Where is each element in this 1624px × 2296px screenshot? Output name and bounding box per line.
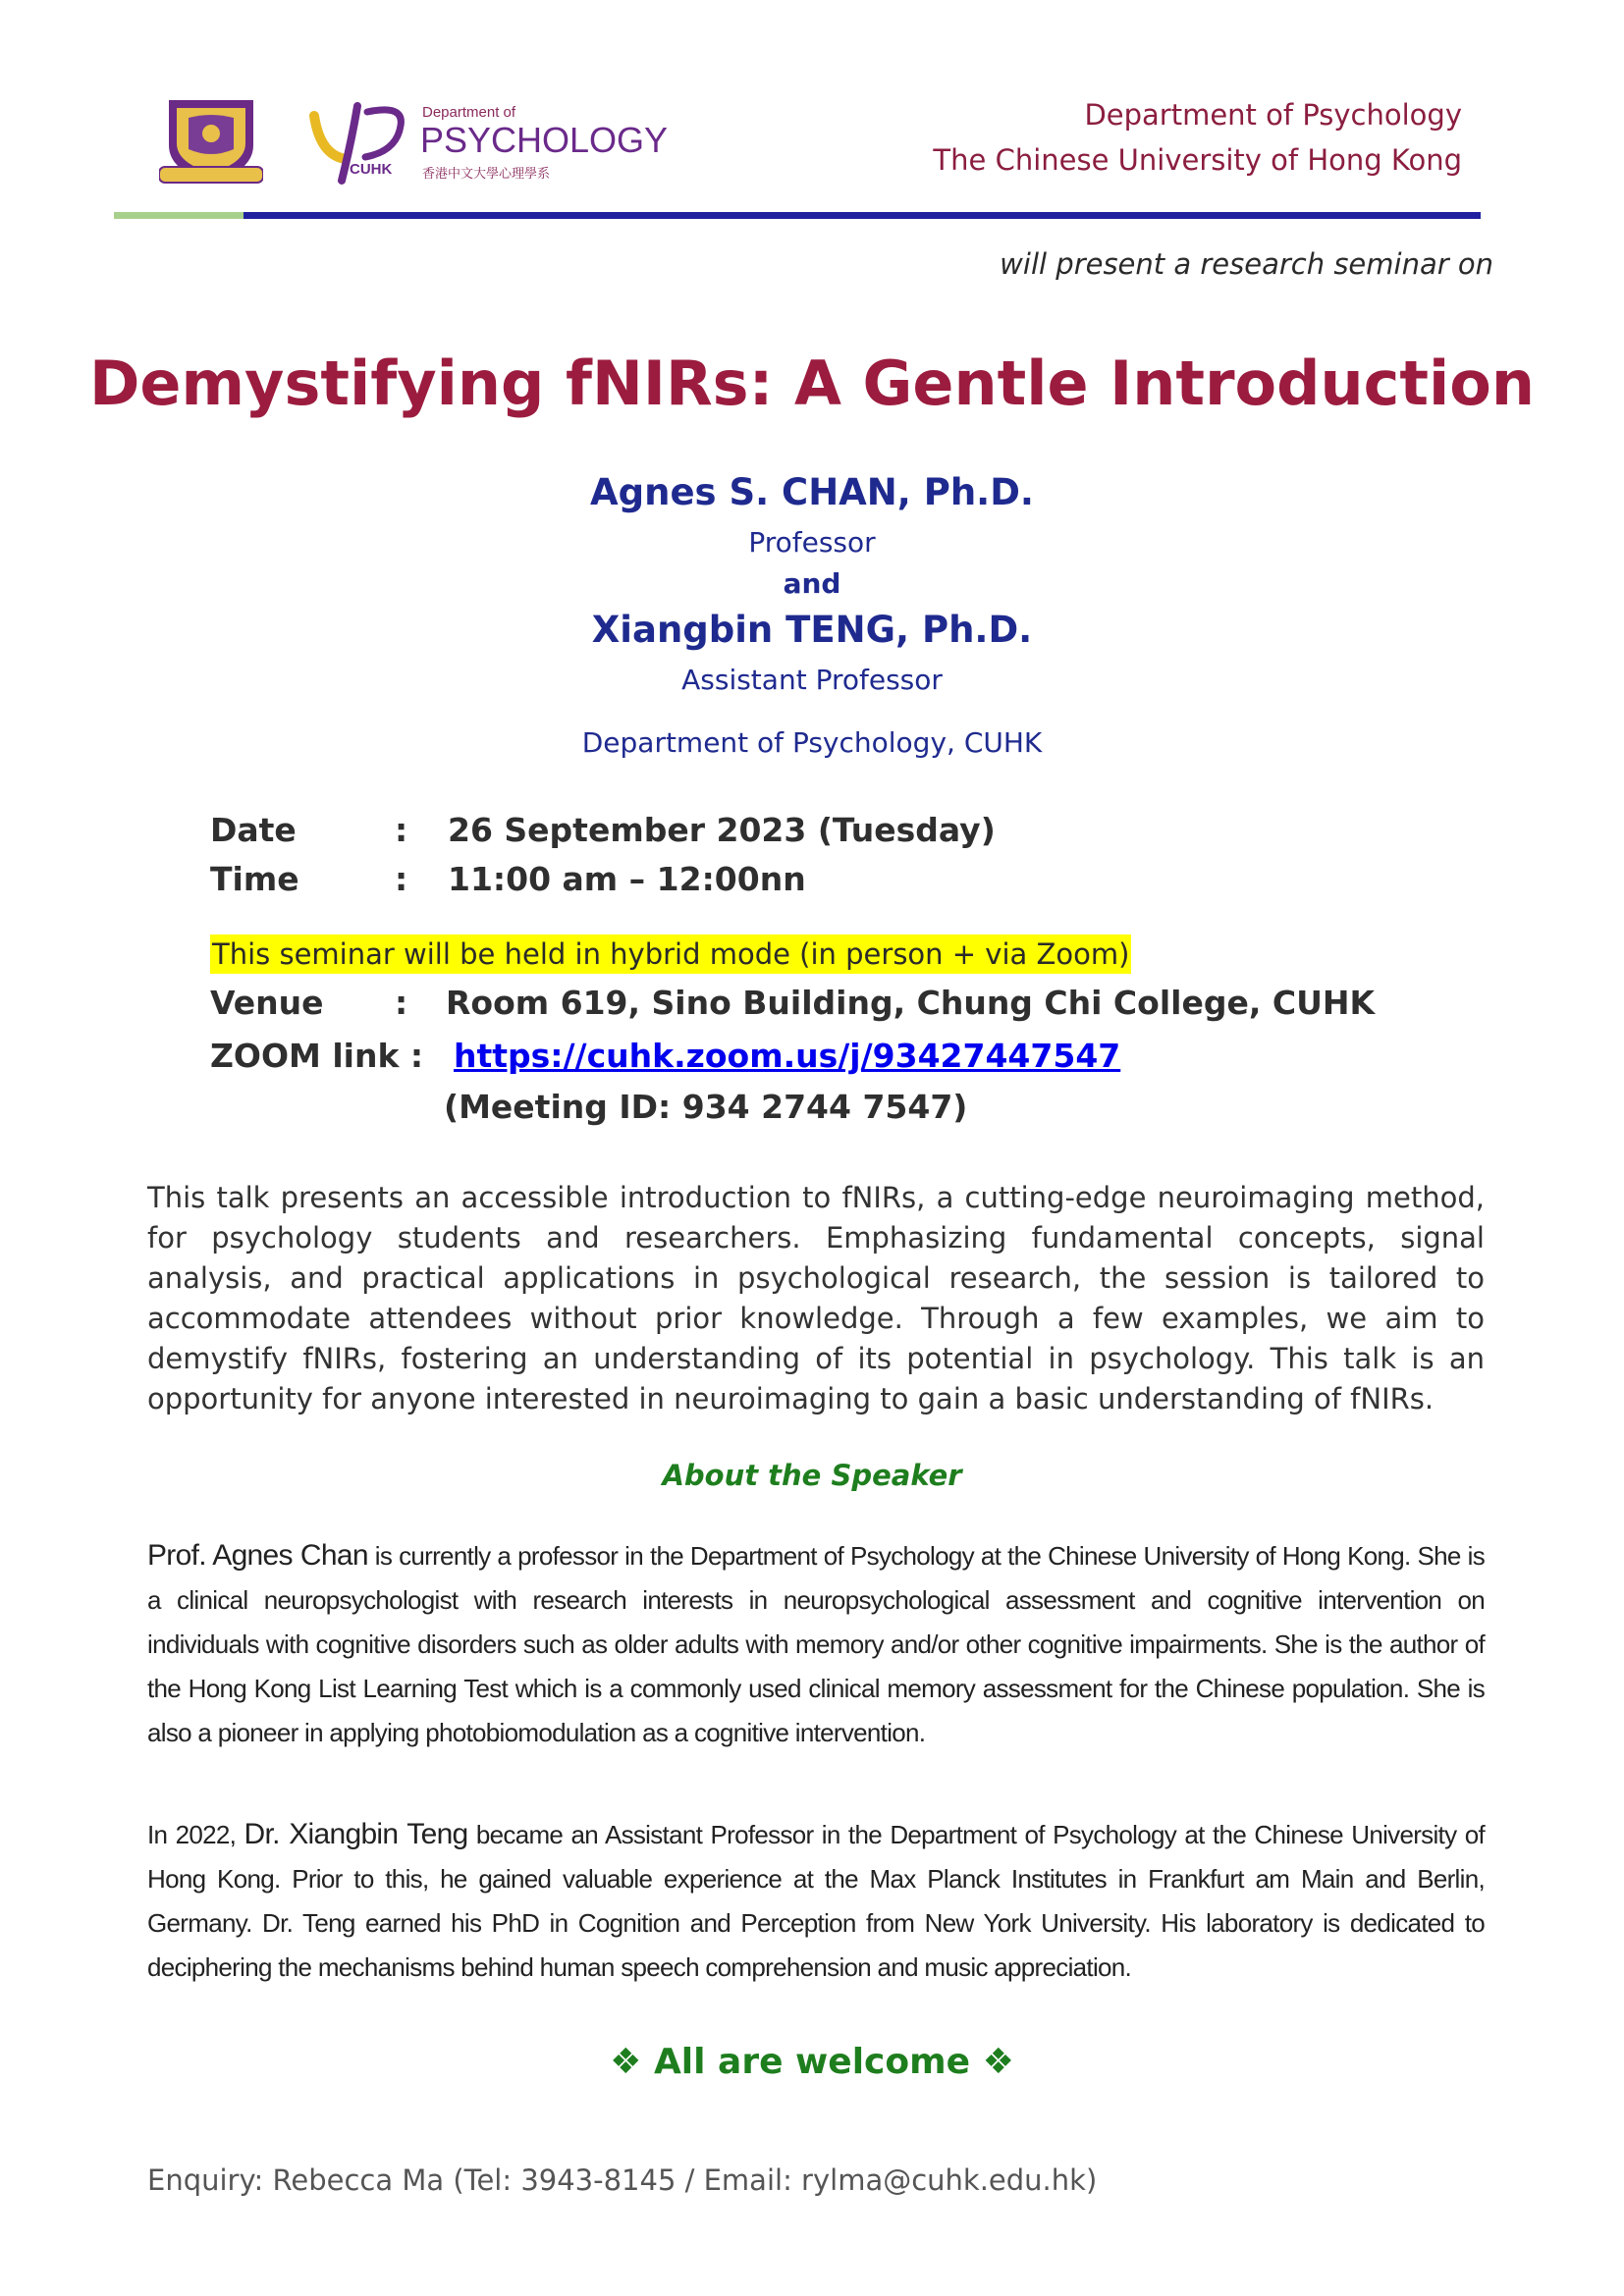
- date-colon: :: [395, 811, 408, 849]
- header-university-name: The Chinese University of Hong Kong: [933, 143, 1462, 177]
- zoom-link-label: ZOOM link :: [210, 1037, 424, 1075]
- seminar-title: Demystifying fNIRs: A Gentle Introduction: [88, 347, 1536, 419]
- time-colon: :: [395, 860, 408, 898]
- speaker-1-role: Professor: [748, 526, 876, 559]
- speaker-2-name: Xiangbin TENG, Ph.D.: [591, 609, 1033, 651]
- about-speaker-heading: About the Speaker: [662, 1459, 962, 1492]
- bio-2-name: Dr. Xiangbin Teng: [244, 1818, 468, 1850]
- logo-chinese-text: 香港中文大學心理學系: [422, 166, 551, 181]
- date-label: Date: [210, 811, 297, 849]
- all-welcome-line: ❖ All are welcome ❖: [610, 2042, 1014, 2082]
- logo-psychology-text: PSYCHOLOGY: [420, 120, 669, 160]
- bio-2-prefix: In 2022,: [147, 1820, 244, 1849]
- logo-cuhk-text: CUHK: [350, 161, 393, 178]
- venue-value: Room 619, Sino Building, Chung Chi College, CUHK: [446, 984, 1376, 1022]
- speaker-1-name: Agnes S. CHAN, Ph.D.: [590, 471, 1034, 513]
- seminar-intro-line: will present a research seminar on: [1000, 247, 1493, 281]
- venue-label: Venue: [210, 984, 324, 1022]
- header-rule-blue: [244, 212, 1481, 219]
- hybrid-mode-note: This seminar will be held in hybrid mode (in person + via Zoom): [210, 934, 1131, 974]
- header-dept-name: Department of Psychology: [1084, 98, 1462, 132]
- cuhk-crest-logo: [159, 94, 263, 188]
- time-label: Time: [210, 860, 299, 898]
- enquiry-contact: Enquiry: Rebecca Ma (Tel: 3943-8145 / Email: rylma@cuhk.edu.hk): [147, 2163, 1098, 2197]
- speaker-2-role: Assistant Professor: [681, 664, 943, 696]
- talk-abstract: This talk presents an accessible introduction to fNIRs, a cutting-edge neuroimaging method, for psychology students and researchers. Emphasizing fundamental concepts, signal analysis, and practical applications in psychological research, the session is tailored to accommodate attendees without prior knowledge. Through a few examples, we aim to demystify fNIRs, fostering an understanding of its potential in psychology. This talk is an opportunity for anyone interested in neuroimaging to gain a basic understanding of fNIRs.: [147, 1181, 1485, 1415]
- logo-dept-small-text: Department of: [422, 104, 516, 121]
- venue-colon: :: [395, 984, 408, 1022]
- speakers-and: and: [783, 567, 841, 600]
- header-rule-green: [114, 212, 244, 219]
- bio-agnes-chan: [147, 1533, 1485, 1755]
- zoom-link[interactable]: https://cuhk.zoom.us/j/93427447547: [454, 1037, 1121, 1075]
- speaker-affiliation: Department of Psychology, CUHK: [581, 726, 1043, 759]
- time-value: 11:00 am – 12:00nn: [448, 860, 806, 898]
- bio-1-text: is currently a professor in the Department of Psychology at the Chinese University of Hong Kong. She is a clinical neuropsychologist with research interests in neuropsychological assessment and cognitive intervention on individuals with cognitive disorders such as older adults with memory and/or other cognitive impairments. She is the author of the Hong Kong List Learning Test which is a commonly used clinical memory assessment for the Chinese population. She is also a pioneer in applying photobiomodulation as a cognitive intervention.: [147, 1541, 1486, 1747]
- zoom-meeting-id: (Meeting ID: 934 2744 7547): [444, 1088, 968, 1126]
- psychology-dept-logo: [306, 100, 669, 188]
- bio-1-name: Prof. Agnes Chan: [147, 1539, 368, 1572]
- bio-2-text: became an Assistant Professor in the Department of Psychology at the Chinese University of Hong Kong. Prior to this, he gained valuable experience at the Max Planck Institutes in Frankfurt am Main and Berlin, Germany. Dr. Teng earned his PhD in Cognition and Perception from New York University. His laboratory is dedicated to deciphering the mechanisms behind human speech comprehension and music appreciation.: [147, 1820, 1485, 1982]
- bio-xiangbin-teng: [147, 1812, 1485, 1990]
- date-value: 26 September 2023 (Tuesday): [448, 811, 996, 849]
